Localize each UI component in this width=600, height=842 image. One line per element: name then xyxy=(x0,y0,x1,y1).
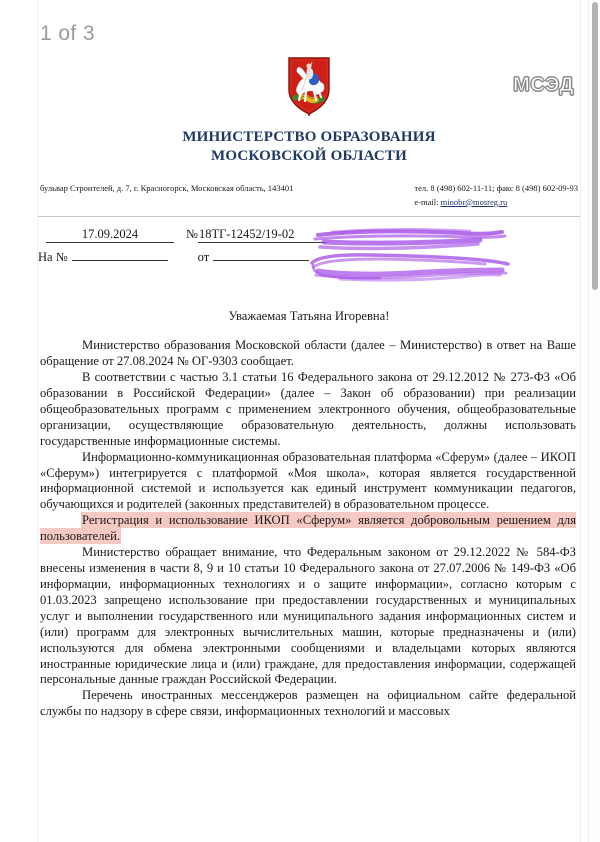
reply-to-value xyxy=(72,260,168,261)
msed-stamp: МСЭД xyxy=(513,74,574,96)
email-label: e-mail: xyxy=(414,196,439,207)
page-right-edge xyxy=(580,0,581,842)
letterhead xyxy=(38,0,580,217)
paragraph: Министерство образования Московской области (далее – Министерство) в ответ на Ваше обращение от 27.08.2024 № ОГ-9303 сообщает. xyxy=(40,338,576,369)
from-value xyxy=(213,260,309,261)
phone-fax-line: тел. 8 (498) 602-11-11; факс 8 (498) 602-09-93 xyxy=(414,182,578,193)
page-indicator: 1 of 3 xyxy=(40,22,95,45)
page-title xyxy=(38,128,580,166)
vertical-scrollbar-thumb[interactable] xyxy=(592,2,598,290)
reference-block xyxy=(38,227,580,285)
letterhead-divider xyxy=(38,216,580,217)
org-title-line-1: МИНИСТЕРСТВО ОБРАЗОВАНИЯ xyxy=(182,129,436,145)
paragraph-highlighted xyxy=(40,513,576,545)
email-address-link[interactable]: minobr@mosreg.ru xyxy=(440,196,508,207)
email-line xyxy=(414,196,578,208)
paragraph: Информационно-коммуникационная образовательная платформа «Сферум» (далее – ИКОП «Сферум») интегрируется с платформой «Моя школа», которая является государственной информационной системой и используется как единый инструмент коммуникации педагогов, обучающихся и родителей (законных представителей) в образовательном процессе. xyxy=(40,449,576,512)
reference-row-outgoing xyxy=(38,227,580,243)
document-date: 17.09.2024 xyxy=(46,227,174,243)
paragraph: Перечень иностранных мессенджеров размещен на официальном сайте федеральной службы по надзору в сфере связи, информационных технологий и массовых xyxy=(40,688,576,719)
moscow-region-coat-of-arms-icon xyxy=(287,56,331,116)
contact-block xyxy=(38,182,580,209)
paragraph: Министерство обращает внимание, что Федеральным законом от 29.12.2022 № 584-ФЗ внесены изменения в части 8, 9 и 10 статьи 10 Федерального закона от 27.07.2006 № 149-ФЗ «Об информации, информационных технологиях и о защите информации», согласно которым с 01.03.2023 запрещено использование при предоставлении государственных и муниципальных услуг и выполнении государственного или муниципального задания информационных систем и (или) программ для электронных вычислительных машин, которые предназначены и (или) используются для обмена электронными сообщениями и владельцами которых являются иностранные юридические лица и (или) граждане, для предоставления информации, содержащей персональные данные граждан Российской Федерации. xyxy=(40,545,576,687)
letter-body xyxy=(38,338,580,720)
number-label: № xyxy=(186,227,198,242)
highlighted-text: Регистрация и использование ИКОП «Сферум» является добровольным решением для пользователей. xyxy=(40,513,576,544)
from-label: от xyxy=(197,250,210,265)
reply-to-label: На № xyxy=(38,250,68,265)
salutation: Уважаемая Татьяна Игоревна! xyxy=(228,309,390,324)
org-title-line-2: МОСКОВСКОЙ ОБЛАСТИ xyxy=(210,147,407,164)
vertical-scrollbar-track[interactable] xyxy=(588,0,600,842)
document-page xyxy=(38,0,580,842)
contact-right-column xyxy=(414,182,578,209)
reference-row-incoming xyxy=(38,250,580,265)
document-number: 18ТГ-12452/19-02 xyxy=(198,227,327,243)
paragraph: В соответствии с частью 3.1 статьи 16 Федерального закона от 29.12.2012 № 273-ФЗ «Об образовании в Российской Федерации» (далее – Закон об образовании) при реализации общеобразовательных программ с применением электронного обучения, общеобразовательные организации, осуществляющие образовательную деятельность, должны использовать государственные информационные системы. xyxy=(40,369,576,448)
postal-address: бульвар Строителей, д. 7, г. Красногорск, Московская область, 143401 xyxy=(40,182,294,193)
